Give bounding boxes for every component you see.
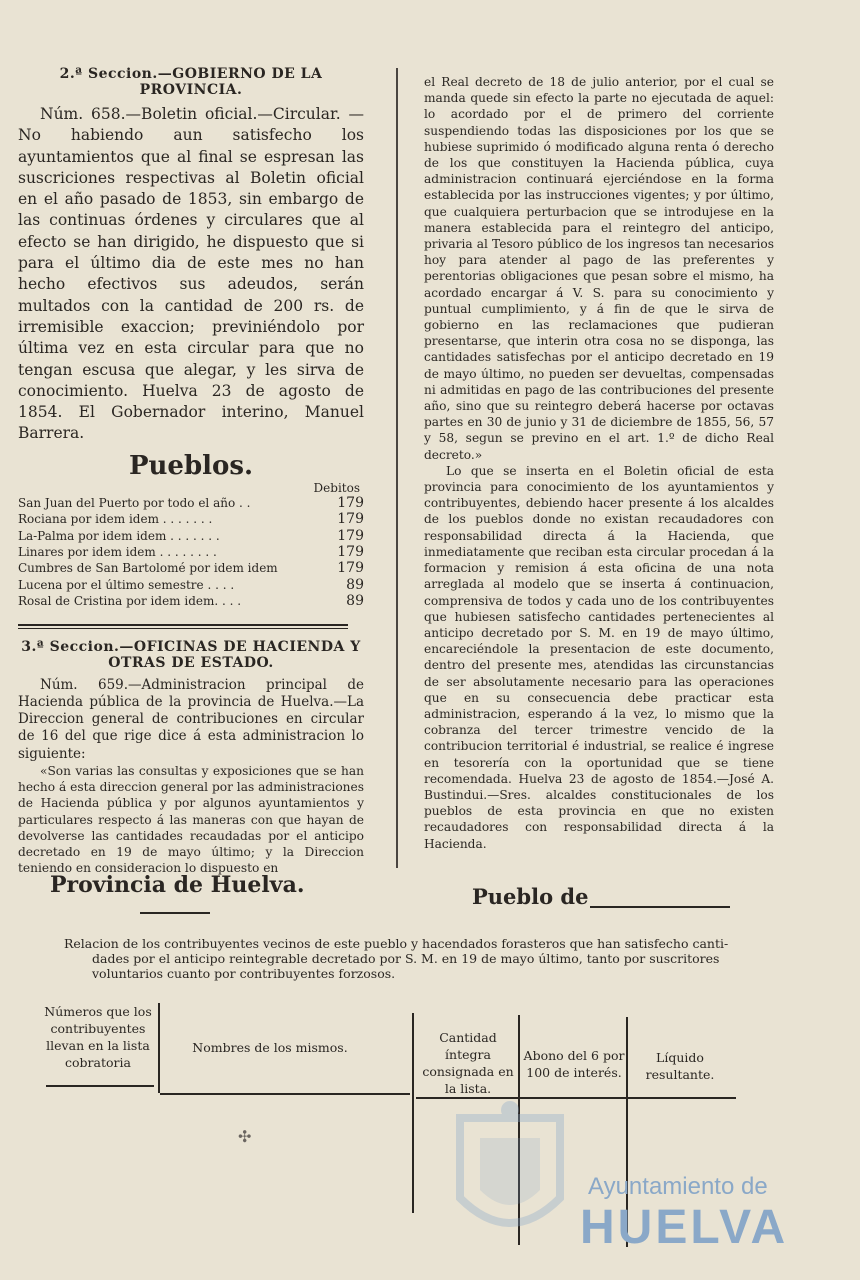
list-item: [18, 528, 364, 544]
pueblo-name: Cumbres de San Bartolomé por idem idem: [18, 561, 278, 576]
watermark-line1: Ayuntamiento de: [588, 1173, 768, 1200]
fold-mark-icon: ✣: [238, 1127, 252, 1146]
debitos-label: Debitos: [313, 480, 360, 495]
list-item: [18, 560, 364, 576]
closing-paragraph: Lo que se inserta en el Boletin oficial de esta provincia para conocimiento de los ayuntamientos y contribuyentes, debiendo hacer presente á los alcaldes de los pueblos donde no existan recaudadores con responsabilidad directa á la Hacienda, que inmediatamente que reciban esta circular procedan á la formacion y remision á esta oficina de una nota arreglada al modelo que se inserta á continuacion, comprensiva de todos y cada uno de los contribuyentes que hubiesen satisfecho cantidades pertenecientes al anticipo decretado por S. M. en 19 de mayo último, encareciéndole la presentacion de este documento, dentro del presente mes, atendidas las circunstancias de ser absolutamente necesario para las operaciones que en su consecuencia debe practicar esta administracion, esperando á la vez, lo mismo que la cobranza del tercer trimestre vencido de la contribucion territorial é industrial, se realice é ingrese en tesorería con la oportunidad que se tiene recomendada. Huelva 23 de agosto de 1854.—José A. Bustindui.—Sres. alcaldes constitucionales de los pueblos de esta provincia en que no existen recaudadores con responsabilidad directa á la Hacienda.: [424, 463, 774, 851]
list-item: [18, 495, 364, 511]
column-header-cantidad: Cantidad íntegra consignada en la lista.: [422, 1030, 514, 1096]
pueblo-debt: 179: [337, 543, 364, 560]
column-header-numeros: Números que los contribuyentes llevan en la lista cobratoria: [44, 1004, 152, 1070]
pueblo-name: Lucena por el último semestre . . . .: [18, 577, 235, 592]
column-header-nombres: Nombres de los mismos.: [192, 1040, 348, 1055]
list-item: [18, 511, 364, 527]
pueblo-debt: 89: [346, 576, 364, 593]
pueblos-list: [18, 495, 364, 610]
column-header-abono: Abono del 6 por 100 de interés.: [523, 1048, 625, 1080]
pueblo-blank-line: [590, 906, 730, 908]
pueblo-debt: 179: [337, 494, 364, 511]
notice-658: Núm. 658.—Boletin oficial.—Circular. —No habiendo aun satisfecho los ayuntamientos que al final se espresan las suscriciones respectivas al Boletin oficial en el año pasado de 1853, sin embargo de las continuas órdenes y circulares que al efecto se han dirigido, he dispuesto que si para el último dia de este mes no han hecho efectivos sus adeudos, serán multados con la cantidad de 200 rs. de irremisible exaccion; previniéndolo por última vez en esta circular para que no tengan escusa que alegar, y les sirva de conocimiento. Huelva 23 de agosto de 1854. El Gobernador interino, Manuel Barrera.: [18, 105, 364, 443]
pueblo-name: San Juan del Puerto por todo el año . .: [18, 495, 251, 510]
pueblo-name: Linares por idem idem . . . . . . . .: [18, 544, 217, 559]
left-column: [18, 66, 364, 877]
notice-659: Núm. 659.—Administracion principal de Hacienda pública de la provincia de Huelva.—La Direccion general de contribuciones en circular de 16 del que rige dice á esta administracion lo siguiente:: [18, 676, 364, 762]
pueblo-debt: 179: [337, 511, 364, 528]
right-column: [424, 74, 774, 852]
pueblo-debt: 179: [337, 527, 364, 544]
pueblo-name: Rociana por idem idem . . . . . . .: [18, 512, 213, 527]
quoted-circular: «Son varias las consultas y exposiciones que se han hecho á esta direccion general por las administraciones de Hacienda pública y por algunos ayuntamientos y particulares respecto á las maneras con que hayan de devolverse las cantidades recaudadas por el anticipo decretado en 19 de mayo último; y la Direccion teniendo en consideracion lo dispuesto en: [18, 764, 364, 876]
pueblos-title: Pueblos.: [128, 450, 254, 481]
relacion-text: [54, 936, 744, 981]
section-divider: [18, 624, 348, 629]
pueblo-name: La-Palma por idem idem . . . . . . .: [18, 528, 220, 543]
table-rule: [160, 1093, 410, 1095]
pueblo-name: Rosal de Cristina por idem idem. . . .: [18, 594, 242, 609]
column-header-liquido: Líquido resultante.: [645, 1050, 715, 1082]
pueblo-de-label: Pueblo de: [472, 884, 589, 909]
pueblo-debt: 179: [337, 560, 364, 577]
pueblo-debt: 89: [346, 593, 364, 610]
relacion-line1: Relacion de los contribuyentes vecinos de este pueblo y hacendados forasteros que han satisfecho canti-: [64, 936, 729, 951]
table-rule: [46, 1085, 154, 1087]
watermark-line2: HUELVA: [580, 1201, 789, 1254]
table-column-rule: [412, 1013, 414, 1213]
list-item: [18, 593, 364, 609]
title-underline: [140, 912, 210, 914]
section-3-heading-line1: 3.ª Seccion.—OFICINAS DE HACIENDA Y: [21, 638, 361, 655]
column-divider: [396, 68, 398, 868]
table-column-rule: [158, 1003, 160, 1093]
circular-continuation: el Real decreto de 18 de julio anterior, por el cual se manda quede sin efecto la parte no ejecutada de aquel: lo acordado por el de primero del corriente suspendiendo todas las disposiciones por los que se hubiese suprimido ó modificado alguna renta ó derecho de los que constituyen la Hacienda pública, cuya administracion continuará ejerciéndose en la forma establecida por las instrucciones vigentes; y por último, que cualquiera perturbacion que se introdujese en la manera establecida para el reintegro del anticipo, privaria al Tesoro público de los ingresos tan necesarios hoy para atender al pago de las preferentes y perentorias obligaciones que pesan sobre el mismo, ha acordado encargar á V. S. para su conocimiento y puntual cumplimiento, y á fin de que le sirva de gobierno en las reclamaciones que pudieran presentarse, que interin otra cosa no se disponga, las cantidades satisfechas por el anticipo decretado en 19 de mayo último, no pueden ser devueltas, compensadas ni admitidas en pago de las contribuciones del presente año, sino que su reintegro deberá hacerse por octavas partes en 30 de junio y 31 de diciembre de 1855, 56, 57 y 58, segun se previno en el art. 1.º de dicho Real decreto.»: [424, 75, 774, 462]
relacion-line2: dades por el anticipo reintegrable decretado por S. M. en 19 de mayo último, tanto por suscritores voluntarios cuanto por contribuyentes forzosos.: [92, 951, 720, 981]
section-2-heading: 2.ª Seccion.—GOBIERNO DE LA PROVINCIA.: [59, 66, 323, 98]
section-3-heading-line2: OTRAS DE ESTADO.: [108, 654, 274, 671]
provincia-title: Provincia de Huelva.: [50, 872, 305, 898]
list-item: [18, 544, 364, 560]
list-item: [18, 577, 364, 593]
